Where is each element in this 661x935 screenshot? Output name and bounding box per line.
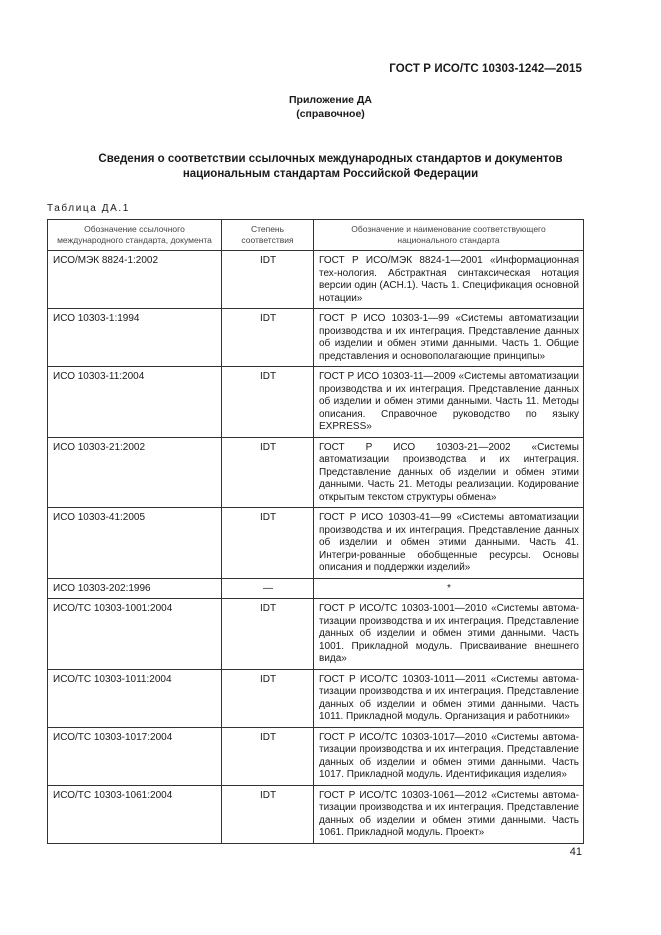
national-standard-cell: ГОСТ Р ИСО/ТС 10303-1001—2010 «Системы автома-тизации производства и их интеграция. Представление данных об изделии и обмен этими данными. Часть 1001. Прикладной модуль. Присваивание внешнего вида» — [314, 599, 584, 670]
header-degree-line-2: соответствия — [241, 234, 294, 245]
table-row — [48, 785, 584, 843]
degree-cell: IDT — [222, 508, 314, 579]
national-standard-cell: ГОСТ Р ИСО 10303-11—2009 «Системы автоматизации производства и их интеграция. Представление данных об изделии и обмен этими данными. Часть 11. Методы описания. Справочное руководство по языку EXPRESS» — [314, 367, 584, 438]
correspondence-table — [47, 219, 584, 844]
header-national-standard — [314, 220, 584, 251]
page-number: 41 — [569, 846, 582, 858]
header-national-standard-line-1: Обозначение и наименование соответствующего — [351, 223, 546, 234]
table-row — [48, 251, 584, 309]
reference-standard-cell: ИСО 10303-1:1994 — [48, 309, 222, 367]
header-reference-standard-line-2: международного стандарта, документа — [57, 234, 212, 245]
document-title-line-2: национальным стандартам Российской Федерации — [182, 168, 479, 180]
table-header-row — [48, 220, 584, 251]
appendix-heading — [0, 93, 661, 121]
national-standard-cell: * — [314, 578, 584, 599]
degree-cell: IDT — [222, 599, 314, 670]
reference-standard-cell: ИСО/ТС 10303-1001:2004 — [48, 599, 222, 670]
header-reference-standard — [48, 220, 222, 251]
table-row — [48, 599, 584, 670]
appendix-title: Приложение ДА — [289, 94, 372, 106]
national-standard-cell: ГОСТ Р ИСО 10303-1—99 «Системы автоматизации производства и их интеграция. Представление данных об изделии и обмен этими данными. Часть 1. Общие представления и основополагающие принципы» — [314, 309, 584, 367]
reference-standard-cell: ИСО/МЭК 8824-1:2002 — [48, 251, 222, 309]
degree-cell: IDT — [222, 367, 314, 438]
reference-standard-cell: ИСО/ТС 10303-1061:2004 — [48, 785, 222, 843]
table-row — [48, 367, 584, 438]
table-row — [48, 437, 584, 508]
national-standard-cell: ГОСТ Р ИСО 10303-21—2002 «Системы автоматизации производства и их интеграция. Представление данных об изделии и обмен этими данными. Часть 21. Методы реализации. Кодирование открытым текстом структуры обмена» — [314, 437, 584, 508]
table-row — [48, 578, 584, 599]
header-national-standard-line-2: национального стандарта — [397, 234, 500, 245]
reference-standard-cell: ИСО 10303-41:2005 — [48, 508, 222, 579]
degree-cell: IDT — [222, 785, 314, 843]
table-row — [48, 727, 584, 785]
header-reference-standard-line-1: Обозначение ссылочного — [84, 223, 185, 234]
reference-standard-cell: ИСО 10303-202:1996 — [48, 578, 222, 599]
degree-cell: — — [222, 578, 314, 599]
reference-standard-cell: ИСО/ТС 10303-1011:2004 — [48, 669, 222, 727]
degree-cell: IDT — [222, 251, 314, 309]
reference-standard-cell: ИСО/ТС 10303-1017:2004 — [48, 727, 222, 785]
table-row — [48, 508, 584, 579]
appendix-subtitle: (справочное) — [296, 108, 365, 120]
national-standard-cell: ГОСТ Р ИСО/МЭК 8824-1—2001 «Информационная тех-нология. Абстрактная синтаксическая нотация версии один (АСН.1). Часть 1. Спецификация основной нотации» — [314, 251, 584, 309]
standard-code: ГОСТ Р ИСО/ТС 10303-1242—2015 — [389, 63, 582, 75]
table-caption: Таблица ДА.1 — [47, 203, 130, 214]
national-standard-cell: ГОСТ Р ИСО/ТС 10303-1011—2011 «Системы автома-тизации производства и их интеграция. Представление данных об изделии и обмен этими данными. Часть 1011. Прикладной модуль. Организация и работники» — [314, 669, 584, 727]
degree-cell: IDT — [222, 669, 314, 727]
header-degree-line-1: Степень — [250, 223, 285, 234]
degree-cell: IDT — [222, 309, 314, 367]
degree-cell: IDT — [222, 727, 314, 785]
national-standard-cell: ГОСТ Р ИСО/ТС 10303-1061—2012 «Системы автома-тизации производства и их интеграция. Представление данных об изделии и обмен этими данными. Часть 1061. Прикладной модуль. Проект» — [314, 785, 584, 843]
table-row — [48, 309, 584, 367]
national-standard-cell: ГОСТ Р ИСО/ТС 10303-1017—2010 «Системы автома-тизации производства и их интеграция. Представление данных об изделии и обмен этими данными. Часть 1017. Прикладной модуль. Идентификация изделия» — [314, 727, 584, 785]
degree-cell: IDT — [222, 437, 314, 508]
document-title — [40, 152, 621, 182]
header-degree — [222, 220, 314, 251]
reference-standard-cell: ИСО 10303-21:2002 — [48, 437, 222, 508]
reference-standard-cell: ИСО 10303-11:2004 — [48, 367, 222, 438]
table-row — [48, 669, 584, 727]
national-standard-cell: ГОСТ Р ИСО 10303-41—99 «Системы автоматизации производства и их интеграция. Представление данных об изделии и обмен этими данными. Часть 41. Интегри-рованные обобщенные ресурсы. Основы описания и поддержки изделий» — [314, 508, 584, 579]
document-title-line-1: Сведения о соответствии ссылочных международных стандартов и документов — [98, 153, 563, 165]
